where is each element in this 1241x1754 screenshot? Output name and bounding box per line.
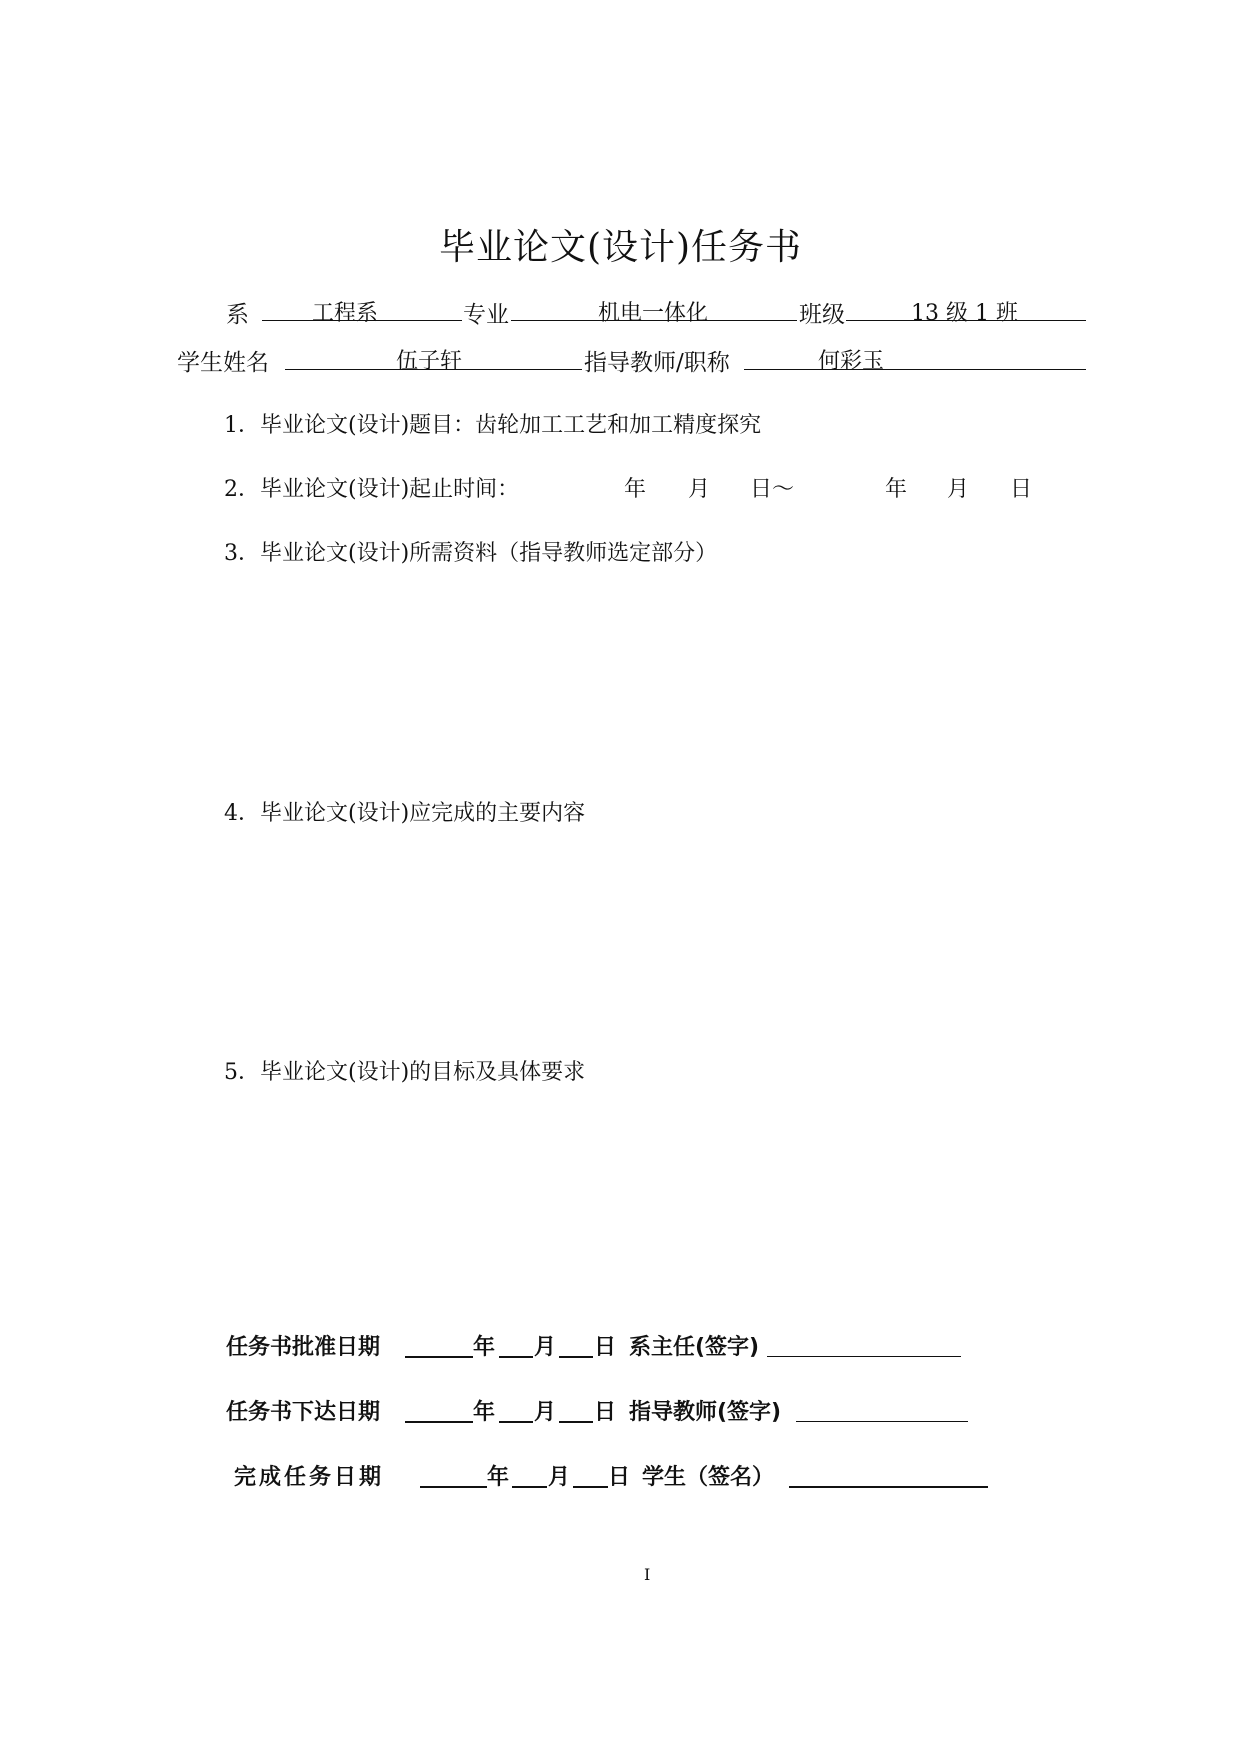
issue-date-label: 任务书下达日期	[226, 1400, 381, 1425]
end-month: 月	[947, 477, 970, 502]
student-underline	[285, 369, 582, 370]
page-title: 毕业论文(设计)任务书	[438, 227, 803, 268]
issue-day-blank	[559, 1421, 593, 1423]
student-label: 学生姓名	[177, 350, 269, 376]
start-year: 年	[624, 477, 647, 502]
issue-day: 日	[594, 1400, 617, 1425]
complete-month-blank	[512, 1486, 547, 1488]
period-label: 2．毕业论文(设计)起止时间：	[224, 477, 520, 502]
student-sign-line	[789, 1486, 988, 1488]
student-sign-label: 学生（签名）	[642, 1465, 775, 1490]
start-month: 月	[688, 477, 711, 502]
approve-day-blank	[559, 1356, 593, 1358]
advisor-label: 指导教师/职称	[584, 350, 730, 376]
dept-value: 工程系	[312, 301, 379, 326]
advisor-value: 何彩玉	[818, 349, 885, 374]
page-number: I	[644, 1565, 651, 1584]
item-topic: 1．毕业论文(设计)题目：齿轮加工工艺和加工精度探究	[224, 413, 762, 438]
class-underline	[846, 320, 1086, 321]
dept-head-label: 系主任(签字)	[629, 1335, 760, 1360]
item-content: 4．毕业论文(设计)应完成的主要内容	[224, 801, 586, 826]
approve-month: 月	[534, 1335, 557, 1360]
dept-underline	[262, 320, 462, 321]
dept-label: 系	[226, 302, 249, 328]
approve-year-blank	[405, 1356, 473, 1358]
complete-day-blank	[573, 1486, 608, 1488]
dept-head-sign-line	[767, 1356, 961, 1357]
complete-year-blank	[420, 1486, 487, 1488]
issue-month-blank	[499, 1421, 533, 1423]
class-label: 班级	[799, 302, 845, 328]
item-materials: 3．毕业论文(设计)所需资料（指导教师选定部分）	[224, 541, 718, 566]
complete-month: 月	[548, 1465, 571, 1490]
approve-year: 年	[473, 1335, 496, 1360]
end-year: 年	[885, 477, 908, 502]
complete-day: 日	[608, 1465, 631, 1490]
issue-year: 年	[473, 1400, 496, 1425]
item-goals: 5．毕业论文(设计)的目标及具体要求	[224, 1060, 586, 1085]
approve-day: 日	[594, 1335, 617, 1360]
approve-date-label: 任务书批准日期	[226, 1335, 381, 1360]
advisor-sign-line	[796, 1421, 968, 1422]
major-underline	[511, 320, 797, 321]
complete-date-label: 完成任务日期	[234, 1465, 385, 1490]
end-day: 日	[1010, 477, 1033, 502]
class-value: 13 级 1 班	[911, 301, 1018, 326]
issue-month: 月	[534, 1400, 557, 1425]
advisor-sign-label: 指导教师(签字)	[629, 1400, 782, 1425]
student-value: 伍子轩	[396, 349, 463, 374]
major-value: 机电一体化	[598, 301, 709, 326]
start-day: 日～	[750, 477, 795, 502]
advisor-underline	[744, 369, 1086, 370]
complete-year: 年	[487, 1465, 510, 1490]
major-label: 专业	[463, 302, 509, 328]
issue-year-blank	[405, 1421, 473, 1423]
approve-month-blank	[499, 1356, 533, 1358]
